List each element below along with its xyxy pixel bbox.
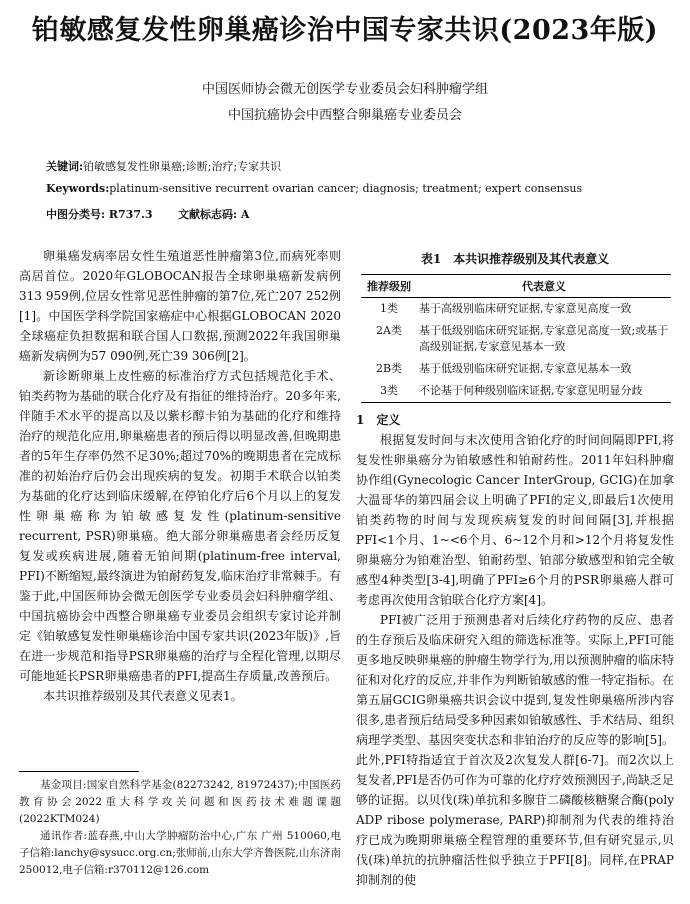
table-cell: 2B类	[375, 362, 403, 375]
paragraph: 根据复发时间与末次使用含铂化疗的时间间隔即PFI,将复发性卵巢癌分为铂敏感性和铂耐药性。2011年妇科肿瘤协作组(Gynecologic Cancer InterGroup, GCIG)在加拿大温哥华的第四届会议上明确了PFI的定义,即最后1次使用铂类药物的时间与发现疾病复发的时间间隔[3],并根据PFI<1个月、1~<6个月、6~12个月和>12个月将复发性卵巢癌分为铂难治型、铂耐药型、铂部分敏感型和铂完全敏感型4种类型[3-4],明确了PFI≥6个月的PSR卵巢癌人群可考虑再次使用含铂联合化疗方案[4]。	[356, 433, 674, 607]
left-column	[19, 246, 341, 706]
table-header: 推荐级别	[361, 275, 417, 298]
keywords-cn-text: 铂敏感复发性卵巢癌;诊断;治疗;专家共识	[83, 160, 282, 173]
paper-title: 铂敏感复发性卵巢癌诊治中国专家共识(2023年版)	[31, 15, 659, 46]
paragraph: PFI被广泛用于预测患者对后续化疗药物的反应、患者的生存预后及临床研究入组的筛选标准等。实际上,PFI可能更多地反映卵巢癌的肿瘤生物学行为,用以预测肿瘤的临床特征和对化疗的反应,并非作为判断铂敏感的惟一特定指标。在第五届GCIG卵巢癌共识会议中提到,复发性卵巢癌所涉内容很多,患者预后结局受多种因素如铂敏感性、手术结局、组织病理学类型、基因突变状态和非铂治疗的反应等的影响[5]。此外,PFI特指适宜于首次及2次复发人群[6-7]。而2次以上复发者,PFI是否仍可作为可靠的化疗疗效预测因子,尚缺乏足够的证据。以贝伐(珠)单抗和多腺苷二磷酸核糖聚合酶(poly ADP ribose polymerase, PARP)抑制剂为代表的维持治疗已成为晚期卵巢癌全程管理的重要环节,但有研究显示,贝伐(珠)单抗的抗肿瘤活性似乎独立于PFI[8]。同样,在PRAP抑制剂的使	[356, 613, 674, 887]
keywords-en	[46, 182, 582, 195]
paragraph: 本共识推荐级别及其代表意义见表1。	[43, 689, 243, 703]
right-column	[356, 410, 674, 890]
section-heading: 1 定义	[356, 413, 401, 427]
affiliation-1: 中国医师协会微无创医学专业委员会妇科肿瘤学组	[201, 82, 488, 97]
footnote-divider	[19, 771, 139, 772]
table-cell: 3类	[361, 380, 417, 403]
classification-number: 中图分类号: R737.3	[46, 208, 153, 221]
table-title: 表1 本共识推荐级别及其代表意义	[420, 252, 610, 266]
keywords-en-text: platinum-sensitive recurrent ovarian cancer; diagnosis; treatment; expert consensus	[109, 182, 583, 195]
classification-line	[46, 206, 249, 222]
table-row	[361, 380, 671, 403]
keywords-cn	[46, 158, 281, 174]
keywords-en-label: Keywords:	[46, 182, 110, 195]
table-row	[361, 358, 671, 380]
affiliation-2: 中国抗癌协会中西整合卵巢癌专业委员会	[227, 108, 462, 123]
document-code: 文献标志码: A	[177, 208, 250, 221]
table-row	[361, 298, 671, 321]
table-row	[361, 320, 671, 358]
keywords-cn-label: 关键词:	[46, 160, 84, 173]
table-cell: 1类	[380, 302, 398, 315]
footnote-correspondence: 通讯作者:蓝春燕,中山大学肿瘤防治中心,广东 广州 510060,电子信箱:lanchy@sysucc.org.cn;张师前,山东大学齐鲁医院,山东济南 250012,电子信箱:r370112@126.com	[19, 830, 341, 876]
table-cell: 基于低级别临床研究证据,专家意见基本一致	[419, 362, 632, 375]
recommendation-table	[361, 274, 671, 403]
table-cell: 2A类	[376, 324, 402, 337]
paragraph: 新诊断卵巢上皮性癌的标准治疗方式包括规范化手术、铂类药物为基础的联合化疗及有指征的维持治疗。20多年来,伴随手术水平的提高以及以紫杉醇卡铂为基础的化疗和维持治疗的规范化应用,卵巢癌患者的预后得以明显改善,但晚期患者的5年生存率仍然不足30%;超过70%的晚期患者在完成标准的初始治疗后仍会出现疾病的复发。初期手术联合以铂类为基础的化疗达到临床缓解,在停铂化疗后6个月以上的复发性卵巢癌称为铂敏感复发性(platinum-sensitive recurrent, PSR)卵巢癌。绝大部分卵巢癌患者会经历反复复发或疾病进展,随着无铂间期(platinum-free interval, PFI)不断缩短,最终演进为铂耐药复发,临床治疗非常棘手。有鉴于此,中国医师协会微无创医学专业委员会妇科肿瘤学组、中国抗癌协会中西整合卵巢癌专业委员会组织专家讨论并制定《铂敏感复发性卵巢癌诊治中国专家共识(2023年版)》,旨在进一步规范和指导PSR卵巢癌的治疗与全程化管理,以期尽可能地延长PSR卵巢癌患者的PFI,提高生存质量,改善预后。	[19, 369, 341, 683]
table-cell: 基于低级别临床研究证据,专家意见高度一致;或基于高级别证据,专家意见基本一致	[419, 324, 669, 353]
table-cell: 基于高级别临床研究证据,专家意见高度一致	[419, 302, 632, 315]
table-cell: 不论基于何种级别临床证据,专家意见明显分歧	[417, 380, 671, 403]
paragraph: 卵巢癌发病率居女性生殖道恶性肿瘤第3位,而病死率则高居首位。2020年GLOBOCAN报告全球卵巢癌新发病例313 959例,位居女性常见恶性肿瘤的第7位,死亡207 252例[1]。中国医学科学院国家癌症中心根据GLOBOCAN 2020全球癌症负担数据和联合国人口数据,预测2022年我国卵巢癌新发病例为57 090例,死亡39 306例[2]。	[19, 249, 341, 363]
footnotes	[19, 777, 341, 879]
footnote-funding: 基金项目:国家自然科学基金(82273242, 81972437);中国医药教育协会2022重大科学攻关问题和医药技术难题课题(2022KTM024)	[19, 779, 341, 825]
table-header: 代表意义	[417, 275, 671, 298]
